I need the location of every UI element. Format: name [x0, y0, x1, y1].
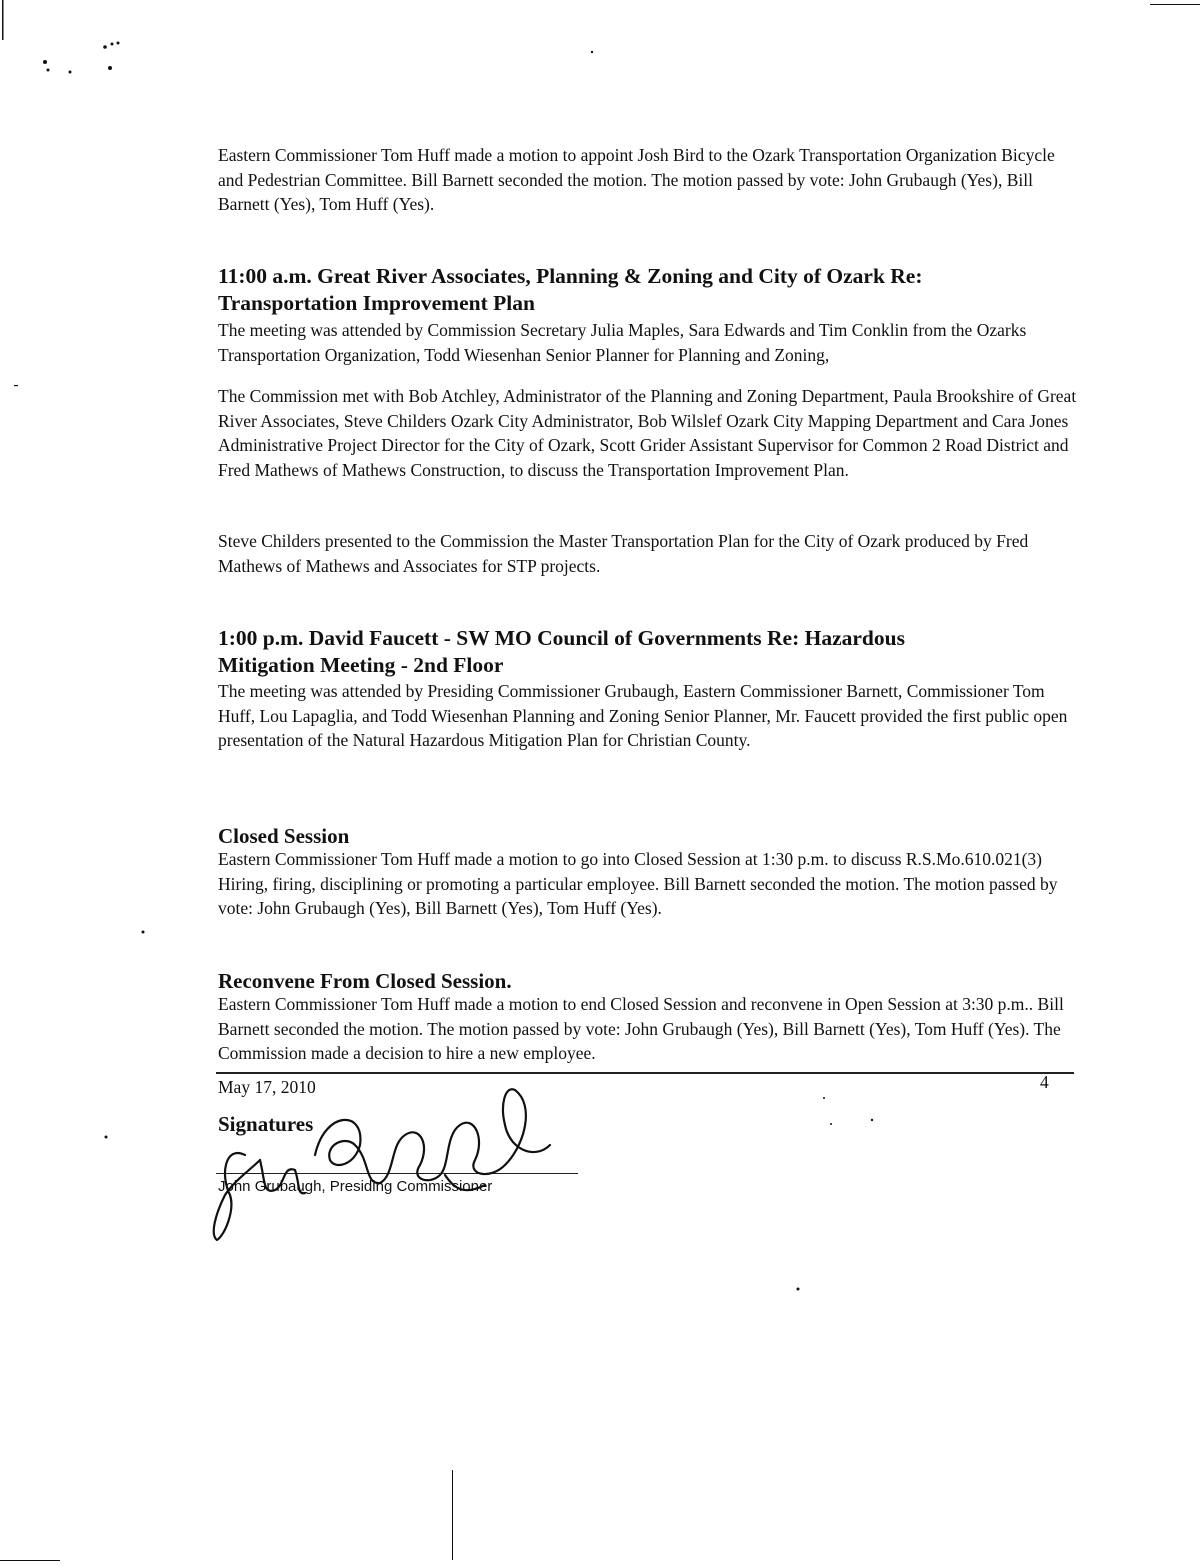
closed-session-paragraph: Eastern Commissioner Tom Huff made a motion to go into Closed Session at 1:30 p.m. to discuss R.S.Mo.610.021(3) Hiring, firing, disciplining or promoting a particular employee. Bill Barnett seconded the motion. The motion passed by vote: John Grubaugh (Yes), Bill Barnett (Yes), Tom Huff (Yes). [218, 849, 1058, 919]
heading-line: 1:00 p.m. David Faucett - SW MO Council of Governments Re: Hazardous [218, 626, 905, 650]
footer-rule [216, 1072, 1074, 1074]
heading-line: Mitigation Meeting - 2nd Floor [218, 653, 504, 677]
handwritten-signature [205, 1085, 565, 1245]
section-heading-hazardous-mitigation [218, 625, 1078, 679]
heading-line: 11:00 a.m. Great River Associates, Planning & Zoning and City of Ozark Re: [218, 264, 923, 288]
attendance-paragraph: The meeting was attended by Commission Secretary Julia Maples, Sara Edwards and Tim Conklin from the Ozarks Transportation Organization, Todd Wiesenhan Senior Planner for Planning and Zoning, [218, 320, 1027, 365]
section-heading-reconvene: Reconvene From Closed Session. [218, 969, 512, 993]
motion-paragraph-ozark-bike-committee: Eastern Commissioner Tom Huff made a motion to appoint Josh Bird to the Ozark Transportation Organization Bicycle and Pedestrian Committee. Bill Barnett seconded the motion. The motion passed by vote: John Grubaugh (Yes), Bill Barnett (Yes), Tom Huff (Yes). [218, 145, 1055, 215]
hazardous-meeting-paragraph: The meeting was attended by Presiding Commissioner Grubaugh, Eastern Commissioner Barnett, Commissioner Tom Huff, Lou Lapaglia, and Todd Wiesenhan Planning and Zoning Senior Planner, Mr. Faucett provided the first public open presentation of the Natural Hazardous Mitigation Plan for Christian County. [218, 681, 1068, 751]
section-heading-closed-session: Closed Session [218, 824, 350, 848]
heading-line: Transportation Improvement Plan [218, 291, 535, 315]
page-number: 4 [1040, 1072, 1049, 1092]
presentation-paragraph: Steve Childers presented to the Commission the Master Transportation Plan for the City of Ozark produced by Fred Mathews of Mathews and Associates for STP projects. [218, 531, 1029, 576]
signature-caption: John Grubaugh, Presiding Commissioner [218, 1178, 493, 1195]
footer-date: May 17, 2010 [218, 1077, 316, 1097]
section-heading-transportation [218, 263, 1078, 317]
signatures-label: Signatures [218, 1112, 314, 1136]
meeting-paragraph: The Commission met with Bob Atchley, Administrator of the Planning and Zoning Department, Paula Brookshire of Great River Associates, Steve Childers Ozark City Administrator, Bob Wilslef Ozark City Mapping Department and Cara Jones Administrative Project Director for the City of Ozark, Scott Grider Assistant Supervisor for Common 2 Road District and Fred Mathews of Mathews Construction, to discuss the Transportation Improvement Plan. [218, 386, 1077, 480]
reconvene-paragraph: Eastern Commissioner Tom Huff made a motion to end Closed Session and reconvene in Open Session at 3:30 p.m.. Bill Barnett seconded the motion. The motion passed by vote: John Grubaugh (Yes), Bill Barnett (Yes), Tom Huff (Yes). The Commission made a decision to hire a new employee. [218, 994, 1064, 1064]
